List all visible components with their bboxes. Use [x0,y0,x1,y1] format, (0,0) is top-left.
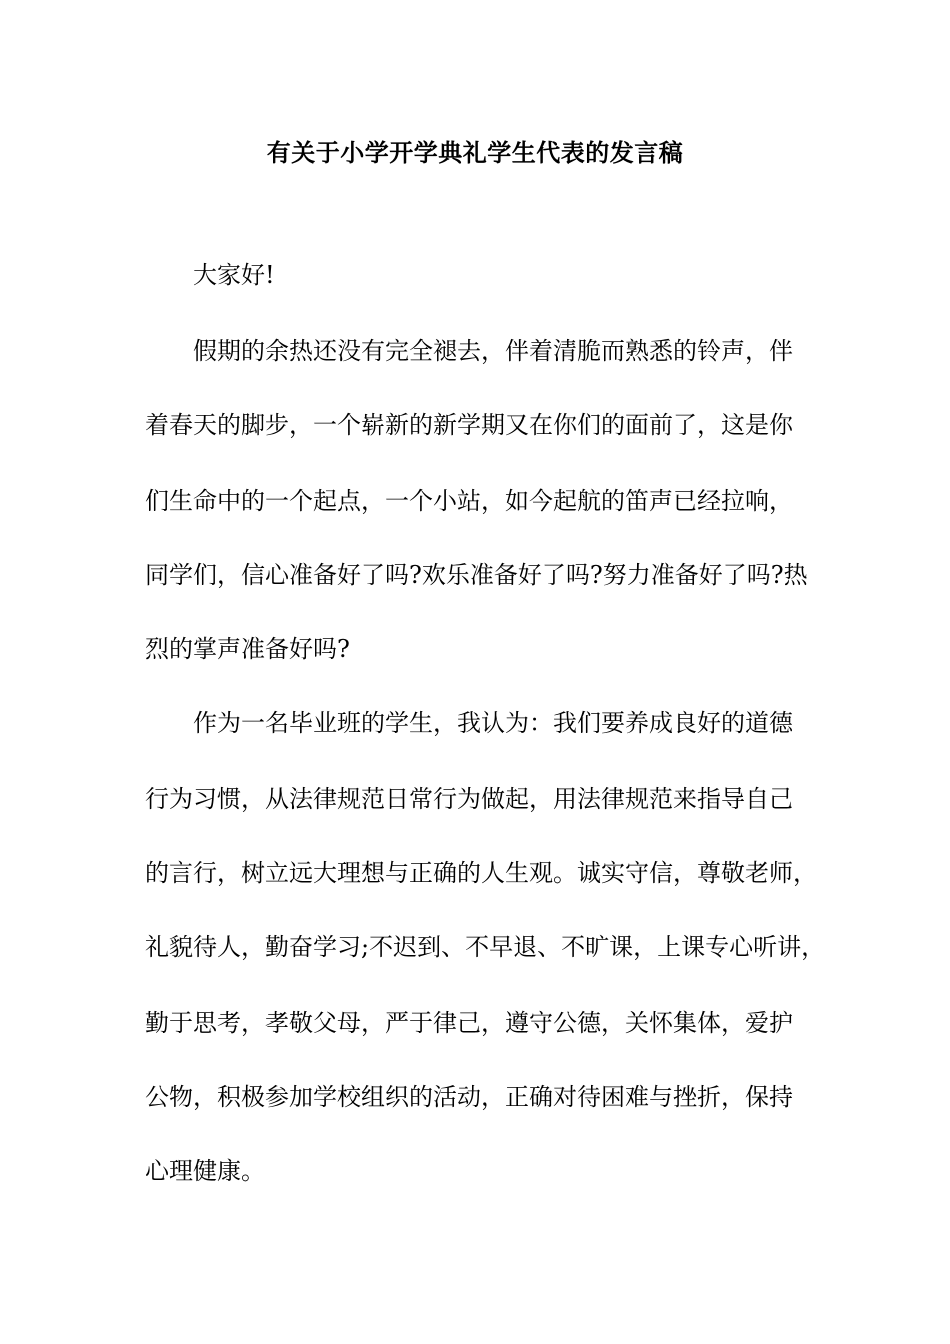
paragraph-1-line-1: 假期的余热还没有完全褪去，伴着清脆而熟悉的铃声，伴 [193,337,793,365]
greeting-line: 大家好! [193,261,275,289]
paragraph-1-line-4: 同学们，信心准备好了吗?欢乐准备好了吗?努力准备好了吗?热 [145,561,808,589]
paragraph-2-line-5: 勤于思考，孝敬父母，严于律己，遵守公德，关怀集体，爱护 [145,1009,793,1037]
paragraph-2-line-1: 作为一名毕业班的学生，我认为：我们要养成良好的道德 [193,709,793,737]
paragraph-2-line-6: 公物，积极参加学校组织的活动，正确对待困难与挫折，保持 [145,1083,793,1111]
document-title: 有关于小学开学典礼学生代表的发言稿 [266,138,684,167]
paragraph-2-line-7: 心理健康。 [145,1157,265,1185]
paragraph-2-line-3: 的言行，树立远大理想与正确的人生观。诚实守信，尊敬老师， [145,859,817,887]
paragraph-2-line-2: 行为习惯，从法律规范日常行为做起，用法律规范来指导自己 [145,785,793,813]
paragraph-1-line-5: 烈的掌声准备好吗? [145,635,350,663]
paragraph-1-line-2: 着春天的脚步，一个崭新的新学期又在你们的面前了，这是你 [145,411,793,439]
paragraph-2-line-4: 礼貌待人，勤奋学习;不迟到、不早退、不旷课，上课专心听讲， [145,933,826,961]
paragraph-1-line-3: 们生命中的一个起点，一个小站，如今起航的笛声已经拉响， [145,487,793,515]
